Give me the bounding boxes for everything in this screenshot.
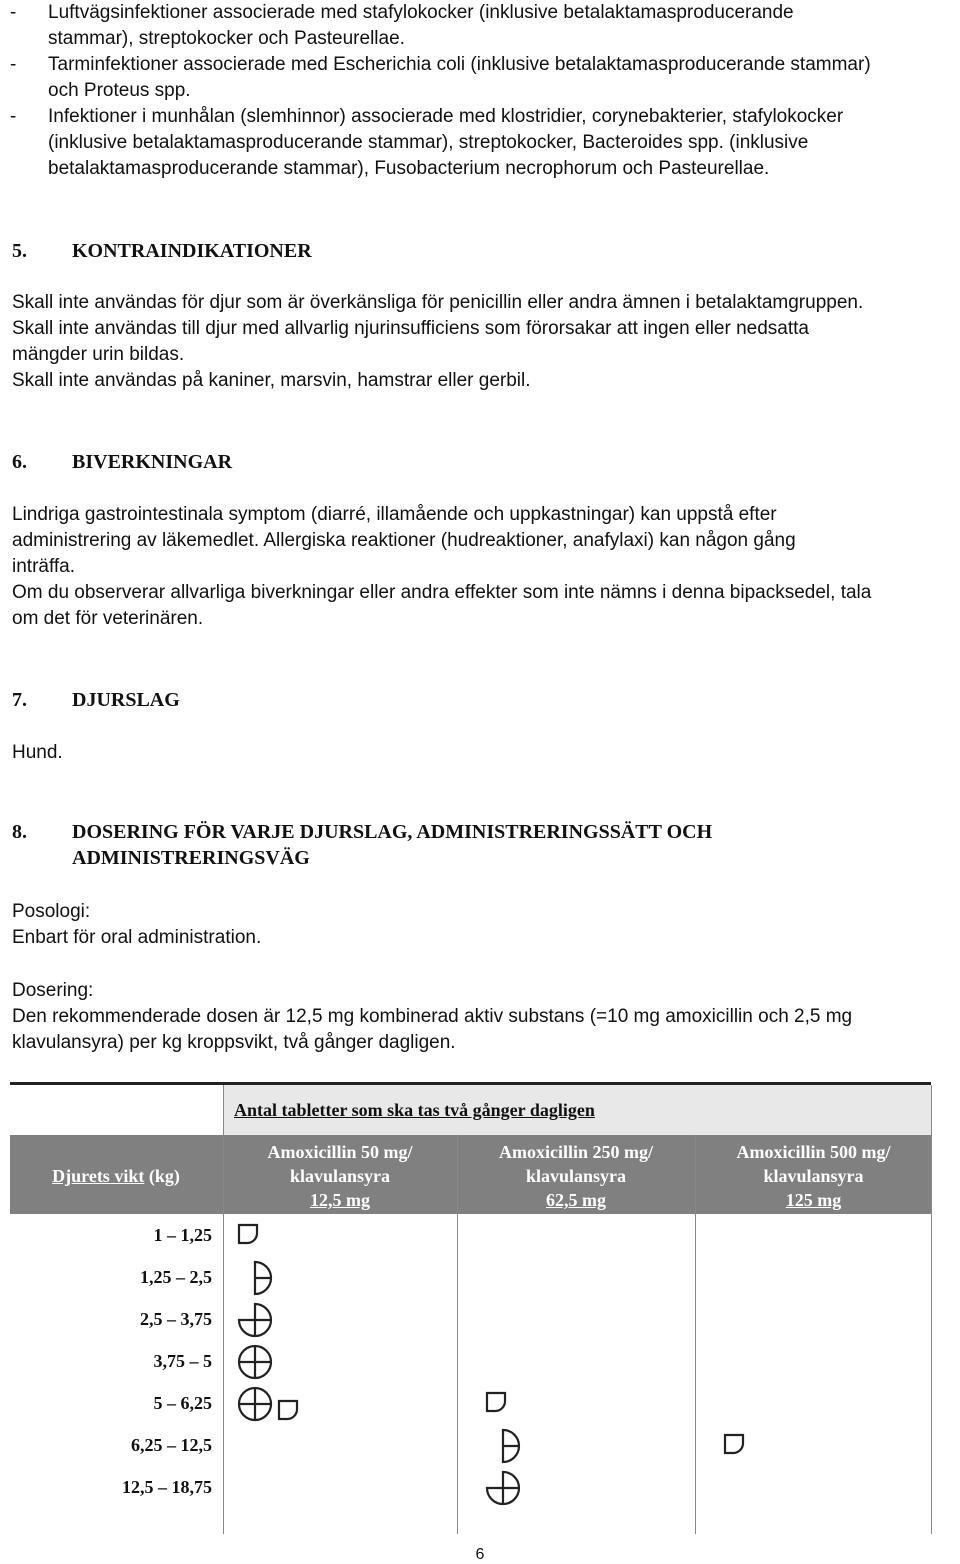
list-item-line: Tarminfektioner associerade med Escherichia coli (inklusive betalaktamasproducerande stammar) <box>48 54 871 75</box>
paragraph-line: klavulansyra) per kg kroppsvikt, två gånger dagligen. <box>12 1032 456 1053</box>
weight-range-label: 1,25 – 2,5 <box>140 1267 212 1287</box>
paragraph-line: Lindriga gastrointestinala symptom (diarré, illamående och uppkastningar) kan uppstå efter <box>12 504 777 525</box>
table-grid-line <box>223 1085 224 1534</box>
paragraph-line: Skall inte användas till djur med allvarlig njurinsufficiens som förorsakar att ingen eller nedsatta <box>12 318 809 339</box>
table-super-header <box>224 1098 694 1122</box>
col-header-line: 62,5 mg <box>546 1190 606 1210</box>
paragraph-line: Om du observerar allvarliga biverkningar eller andra effekter som inte nämns i denna bipacksedel, tala <box>12 582 872 603</box>
weight-range-label: 3,75 – 5 <box>153 1351 212 1371</box>
paragraph-line: om det för veterinären. <box>12 608 204 629</box>
col-header-line: klavulansyra <box>763 1166 864 1186</box>
half-tablet-icon <box>238 1261 272 1295</box>
list-item-line: Infektioner i munhålan (slemhinnor) associerade med klostridier, corynebakterier, stafylokocker <box>48 106 844 127</box>
list-dash: - <box>10 106 17 127</box>
table-grid-line <box>695 1135 696 1534</box>
paragraph-line: Enbart för oral administration. <box>12 927 262 948</box>
weight-range-label: 6,25 – 12,5 <box>131 1435 212 1455</box>
list-dash: - <box>10 2 17 23</box>
section-title: DJURSLAG <box>72 689 180 711</box>
section-number: 5. <box>12 240 27 262</box>
whole-tablet-icon <box>238 1387 272 1421</box>
weight-range-label: 12,5 – 18,75 <box>122 1477 212 1497</box>
three-quarter-tablet-icon <box>238 1303 272 1337</box>
paragraph-line: Skall inte användas för djur som är överkänsliga för penicillin eller andra ämnen i betalaktamgruppen. <box>12 292 864 313</box>
quarter-tablet-icon <box>278 1400 298 1420</box>
col-header-line: Amoxicillin 250 mg/ <box>499 1142 653 1162</box>
list-item-line: och Proteus spp. <box>48 80 191 101</box>
list-item-line: stammar), streptokocker och Pasteurellae. <box>48 28 405 49</box>
weight-range-label: 5 – 6,25 <box>153 1393 212 1413</box>
dosering-label: Dosering: <box>12 980 94 1001</box>
col-header-line: Amoxicillin 500 mg/ <box>736 1142 891 1162</box>
page-number: 6 <box>475 1546 485 1563</box>
whole-tablet-icon <box>238 1345 272 1379</box>
product-column-header <box>458 1140 694 1212</box>
col-header-line: klavulansyra <box>289 1166 391 1186</box>
quarter-tablet-icon <box>238 1224 258 1244</box>
col-header-line: Amoxicillin 50 mg/ <box>267 1142 413 1162</box>
table-super-header-text: Antal tabletter som ska tas två gånger dagligen <box>234 1100 595 1120</box>
quarter-tablet-icon <box>724 1434 744 1454</box>
section-title: DOSERING FÖR VARJE DJURSLAG, ADMINISTRERINGSSÄTT OCH <box>72 821 713 843</box>
weight-header-unit: (kg) <box>148 1166 180 1186</box>
list-item-line: (inklusive betalaktamasproducerande stammar), streptokocker, Bacteroides spp. (inklusive <box>48 132 809 153</box>
posologi-label: Posologi: <box>12 901 91 922</box>
paragraph-line: Hund. <box>12 742 63 763</box>
section-number: 7. <box>12 689 27 711</box>
half-tablet-icon <box>486 1429 520 1463</box>
product-column-header <box>224 1140 456 1212</box>
three-quarter-tablet-icon <box>486 1471 520 1505</box>
col-header-line: 12,5 mg <box>310 1190 370 1210</box>
section-number: 6. <box>12 451 27 473</box>
paragraph-line: Skall inte användas på kaniner, marsvin, hamstrar eller gerbil. <box>12 370 531 391</box>
list-item-line: betalaktamasproducerande stammar), Fusobacterium necrophorum och Pasteurellae. <box>48 158 770 179</box>
paragraph-line: Den rekommenderade dosen är 12,5 mg kombinerad aktiv substans (=10 mg amoxicillin och 2,5 mg <box>12 1006 853 1027</box>
section-title-cont: ADMINISTRERINGSVÄG <box>72 847 310 869</box>
quarter-tablet-icon <box>486 1392 506 1412</box>
paragraph-line: inträffa. <box>12 556 76 577</box>
table-grid-line <box>931 1085 932 1534</box>
weight-header-text: Djurets vikt <box>52 1166 145 1186</box>
table-grid-line <box>457 1135 458 1534</box>
col-header-line: 125 mg <box>785 1190 842 1210</box>
col-header-line: klavulansyra <box>525 1166 627 1186</box>
section-title: BIVERKNINGAR <box>72 451 233 473</box>
list-item-line: Luftvägsinfektioner associerade med stafylokocker (inklusive betalaktamasproducerande <box>48 2 794 23</box>
paragraph-line: administrering av läkemedlet. Allergiska reaktioner (hudreaktioner, anafylaxi) kan någon gång <box>12 530 796 551</box>
section-title: KONTRAINDIKATIONER <box>72 240 312 262</box>
weight-column-header <box>10 1164 222 1188</box>
product-column-header <box>696 1140 931 1212</box>
list-dash: - <box>10 54 17 75</box>
weight-range-label: 1 – 1,25 <box>153 1225 212 1245</box>
section-number: 8. <box>12 821 27 843</box>
weight-range-label: 2,5 – 3,75 <box>140 1309 212 1329</box>
paragraph-line: mängder urin bildas. <box>12 344 185 365</box>
